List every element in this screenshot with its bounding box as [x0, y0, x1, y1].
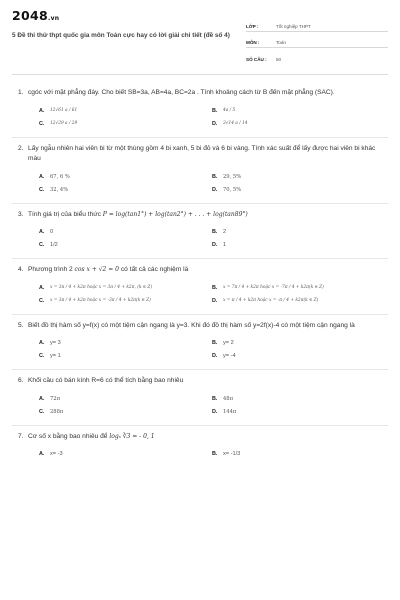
question-formula: P = log(tan1°) + log(tan2°) + . . . + log(tan89°) [102, 210, 248, 218]
option-value: x = π / 4 + k2π hoặc x = -π / 4 + k2π(k ∈ Z) [223, 298, 319, 303]
option-a[interactable] [39, 396, 212, 402]
exam-title: 5 Đề thi thử thpt quốc gia môn Toán cực hay có lời giải chi tiết (đề số 4) [12, 32, 230, 39]
option-c[interactable] [39, 298, 212, 304]
options [12, 442, 388, 461]
option-value: 12√29 a / 29 [50, 121, 78, 126]
option-letter: C. [39, 242, 45, 248]
meta-key: MÔN : [246, 40, 260, 45]
option-d[interactable] [212, 409, 388, 415]
option-value: 3√14 a / 14 [223, 121, 248, 126]
option-a[interactable] [39, 108, 212, 114]
question-number: 1. [18, 89, 24, 96]
question-text: cgóc với mặt phẳng đáy. Cho biết SB=3a, AB=4a, BC=2a . Tính khoảng cách từ B đến mặt phẳng (SAC). [28, 89, 335, 96]
option-value: 12√61 a / 61 [50, 108, 78, 113]
logo-main: 2048 [12, 8, 48, 23]
exam-meta [246, 8, 388, 64]
option-a[interactable] [39, 174, 212, 180]
option-letter: A. [39, 173, 45, 180]
question-formula: cos x + √2 = 0 [74, 266, 119, 273]
option-b[interactable] [212, 229, 388, 235]
question-text: Khối cầu có bán kính R=6 có thể tích bằng bao nhiêu [28, 377, 184, 384]
logo-suffix: .vn [48, 15, 60, 22]
question-2 [12, 138, 388, 204]
site-logo[interactable] [12, 8, 237, 23]
option-letter: D. [212, 297, 218, 304]
question-5 [12, 315, 388, 371]
options [12, 99, 388, 131]
option-b[interactable] [212, 285, 388, 291]
option-letter: D. [212, 353, 218, 359]
question-text: Biết đồ thị hàm số y=f(x) có một tiệm cận ngang là y=3. Khi đó đồ thị hàm số y=2f(x)-4 có một tiệm cận ngang là [28, 321, 355, 329]
question-text-tail: có tất cả các nghiệm là [120, 266, 189, 273]
question-4 [12, 259, 388, 315]
option-value: x= -1/3 [223, 451, 241, 457]
option-b[interactable] [212, 174, 388, 180]
question-list [12, 82, 388, 467]
option-b[interactable] [212, 396, 388, 402]
question-text [28, 432, 388, 443]
question-3 [12, 204, 388, 260]
header-left [12, 8, 237, 64]
option-d[interactable] [212, 121, 388, 127]
option-d[interactable] [212, 242, 388, 248]
option-letter: B. [212, 284, 218, 291]
option-value: 288π [50, 408, 64, 415]
question-6 [12, 370, 388, 426]
option-a[interactable] [39, 451, 212, 457]
option-value: x = 7π / 4 + k2π hoặc x = -7π / 4 + k2π(k ∈ Z) [223, 285, 324, 290]
question-number: 4. [18, 266, 24, 273]
question-number: 2. [18, 144, 24, 152]
option-letter: B. [212, 107, 218, 114]
question-text-lead: Cơ số x bằng bao nhiêu để [28, 432, 108, 440]
option-value: x= -3 [50, 451, 63, 457]
option-letter: B. [212, 395, 218, 402]
question-1 [12, 82, 388, 138]
option-letter: B. [212, 451, 218, 457]
option-b[interactable] [212, 451, 388, 457]
option-value: y= 2 [223, 340, 234, 346]
option-letter: B. [212, 173, 218, 180]
option-letter: A. [39, 284, 45, 291]
options [12, 220, 388, 252]
option-value: 1 [223, 242, 227, 248]
option-value: 70, 5% [223, 186, 242, 193]
option-d[interactable] [212, 353, 388, 359]
question-text [28, 265, 388, 276]
meta-question-count [246, 48, 388, 64]
option-letter: A. [39, 395, 45, 402]
question-number: 7. [18, 432, 24, 440]
option-c[interactable] [39, 353, 212, 359]
options [12, 165, 388, 197]
option-letter: D. [212, 408, 218, 415]
options [12, 276, 388, 308]
option-value: 0 [50, 229, 54, 235]
meta-value: Tốt nghiệp THPT [276, 24, 311, 29]
option-c[interactable] [39, 187, 212, 193]
option-a[interactable] [39, 340, 212, 346]
option-letter: C. [39, 297, 45, 304]
meta-key: LỚP : [246, 24, 259, 29]
options [12, 387, 388, 419]
option-letter: D. [212, 242, 218, 248]
option-value: 2 [223, 229, 227, 235]
question-text [28, 210, 388, 221]
question-text: Lấy ngẫu nhiên hai viên bi từ một thùng gồm 4 bi xanh, 5 bi đỏ và 6 bi vàng. Tính xác suất để lấy được hai viên bi khác màu [28, 144, 376, 162]
question-formula: logₓ ∛3 = - 0, 1 [109, 432, 155, 440]
option-value: 1/2 [50, 242, 58, 248]
option-value: 32, 4% [50, 186, 69, 193]
meta-class [246, 16, 388, 32]
option-value: y= 1 [50, 353, 61, 359]
option-letter: A. [39, 451, 45, 457]
option-c[interactable] [39, 409, 212, 415]
meta-value: 50 [276, 57, 282, 62]
option-letter: A. [39, 340, 45, 346]
option-letter: C. [39, 186, 45, 193]
option-d[interactable] [212, 187, 388, 193]
option-letter: D. [212, 186, 218, 193]
option-b[interactable] [212, 108, 388, 114]
option-c[interactable] [39, 121, 212, 127]
option-value: y= -4 [223, 353, 236, 359]
exam-header [12, 8, 388, 64]
option-letter: A. [39, 229, 45, 235]
option-letter: B. [212, 229, 218, 235]
options [12, 331, 388, 363]
option-letter: C. [39, 353, 45, 359]
question-text-lead: Phương trình 2 [28, 266, 73, 273]
option-value: x = 3π / 4 + k2π hoặc x = -3π / 4 + k2π(k ∈ Z) [50, 298, 151, 303]
option-a[interactable] [39, 229, 212, 235]
option-letter: B. [212, 340, 218, 346]
option-a[interactable] [39, 285, 212, 291]
option-value: 72π [50, 395, 61, 402]
option-value: 67, 6 % [50, 173, 70, 180]
header-divider [12, 74, 388, 75]
question-number: 5. [18, 321, 24, 329]
question-7 [12, 426, 388, 468]
option-letter: C. [39, 120, 45, 127]
option-c[interactable] [39, 242, 212, 248]
question-number: 6. [18, 377, 24, 384]
question-text-lead: Tính giá trị của biểu thức [28, 210, 101, 218]
meta-subject [246, 32, 388, 48]
option-value: 4a / 5 [223, 108, 236, 113]
meta-value: Toán [276, 40, 286, 45]
option-letter: C. [39, 408, 45, 415]
option-value: y= 3 [50, 340, 61, 346]
option-value: 144π [223, 408, 237, 415]
option-letter: D. [212, 120, 218, 127]
option-value: 48π [223, 395, 234, 402]
option-value: 29, 5% [223, 173, 242, 180]
meta-key: SỐ CÂU : [246, 57, 267, 62]
question-number: 3. [18, 210, 24, 218]
option-d[interactable] [212, 298, 388, 304]
option-b[interactable] [212, 340, 388, 346]
option-value: x = 3π / 4 + k2π hoặc x = 3π / 4 + k2π, (k ∈ Z) [50, 285, 153, 290]
option-letter: A. [39, 107, 45, 114]
